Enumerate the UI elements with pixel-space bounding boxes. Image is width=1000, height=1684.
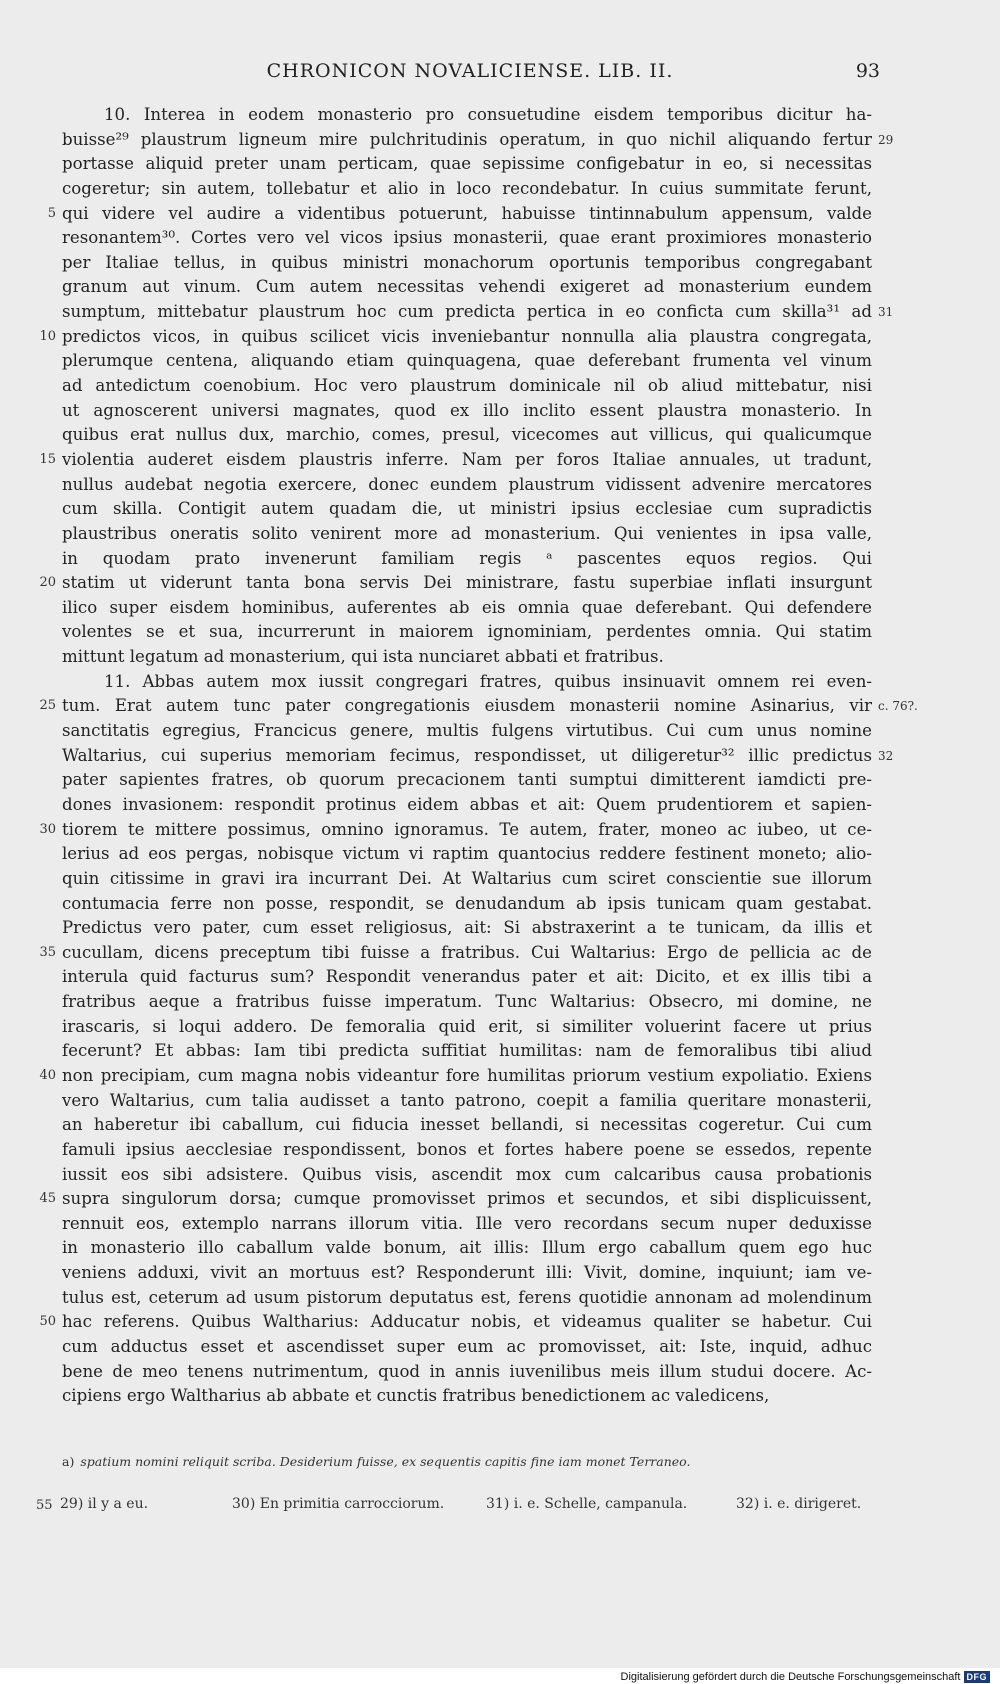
line-text: fecerunt? Et abbas: Iam tibi predicta suffitiat humilitas: nam de femoralibus tibi aliud: [62, 1041, 872, 1061]
line-number: 20: [39, 575, 56, 591]
text-line: [39, 325, 872, 350]
line-text: cucullam, dicens preceptum tibi fuisse a fratribus. Cui Waltarius: Ergo de pellicia ac de: [62, 942, 872, 962]
line-text: Predictus vero pater, cum esset religiosus, ait: Si abstraxerint a te tunicam, da illis et: [62, 918, 872, 938]
text-line: [62, 1113, 872, 1138]
line-text: pater sapientes fratres, ob quorum precacionem tanti sumptui dimitterent iamdicti pre-: [62, 770, 872, 790]
text-line: [62, 620, 872, 645]
text-line: [62, 744, 894, 769]
line-text: tulus est, ceterum ad usum pistorum deputatus est, ferens quotidie annonam ad molendinum: [62, 1287, 872, 1307]
dfg-logo: DFG: [964, 1671, 991, 1683]
line-text: violentia auderet eisdem plaustris inferre. Nam per foros Italiae annuales, ut tradunt,: [62, 449, 872, 469]
line-text: nullus audebat negotia exercere, donec eundem plaustrum vidissent advenire mercatores: [62, 474, 872, 494]
text-line: [39, 1310, 872, 1335]
text-line: [62, 152, 872, 177]
text-line: [62, 423, 872, 448]
line-number: 30: [39, 821, 56, 837]
line-text: lerius ad eos pergas, nobisque victum vi raptim quantocius reddere festinent moneto; alio-: [62, 844, 872, 864]
line-text: contumacia ferre non posse, respondit, se denudandum ab ipsis tunicam quam gestabat.: [62, 893, 872, 913]
line-text: vero Waltarius, cum talia audisset a tanto patrono, coepit a familia queritare monasterii,: [62, 1090, 872, 1110]
page-number: 93: [855, 60, 880, 82]
line-text: ad antedictum coenobium. Hoc vero plaustrum dominicale nil ob aliud mittebatur, nisi: [62, 376, 872, 396]
text-line: [62, 990, 872, 1015]
line-text: statim ut viderunt tanta bona servis Dei ministrare, fastu superbiae inflati insurgunt: [62, 573, 872, 593]
line-number: 5: [47, 205, 56, 221]
line-text: rennuit eos, extemplo narrans illorum vitia. Ille vero recordans secum nuper deduxisse: [62, 1213, 872, 1233]
line-number: 45: [39, 1191, 56, 1207]
line-text: cipiens ergo Waltharius ab abbate et cunctis fratribus benedictionem ac valedicens,: [62, 1386, 770, 1406]
text-line: [39, 571, 872, 596]
explanatory-notes: [36, 1496, 876, 1520]
text-line: [62, 251, 872, 276]
critical-footnote: [62, 1454, 872, 1469]
margin-note: 32: [878, 748, 894, 763]
text-line: [62, 1360, 872, 1385]
line-text: cum adductus esset et ascendisset super eum ac promovisset, ait: Iste, inquid, adhuc: [62, 1337, 872, 1357]
line-text: buisse²⁹ plaustrum ligneum mire pulchritudinis operatum, in quo nichil aliquando fertur: [62, 129, 872, 149]
line-number: 25: [39, 698, 56, 714]
credit-text: Digitalisierung gefördert durch die Deutsche Forschungsgemeinschaft: [620, 1671, 961, 1683]
line-number: 40: [39, 1067, 56, 1083]
note-32: 32) i. e. dirigeret.: [736, 1496, 862, 1512]
line-text: sumptum, mittebatur plaustrum hoc cum predicta pertica in eo conficta cum skilla³¹ ad: [62, 302, 872, 322]
line-text: in quodam prato invenerunt familiam regis ᵃ pascentes equos regios. Qui: [62, 548, 872, 568]
line-text: predictos vicos, in quibus scilicet vicis inveniebantur nonnulla alia plaustra congregata,: [62, 326, 872, 346]
text-line: [62, 374, 872, 399]
line-text: sanctitatis egregius, Francicus genere, multis fulgens virtutibus. Cui cum unus nomine: [62, 721, 872, 741]
text-line: [62, 226, 872, 251]
line-text: plaustribus oneratis solito venirent more ad monasterium. Qui venientes in ipsa valle,: [62, 523, 872, 543]
line-text: irascaris, si loqui addero. De femoralia quid erit, si similiter voluerint facere ut prius: [62, 1016, 872, 1036]
text-line: [62, 547, 872, 572]
line-text: hac referens. Quibus Waltharius: Adducatur nobis, et videamus qualiter se habetur. Cui: [62, 1312, 872, 1332]
dfg-credit: [621, 1670, 990, 1684]
line-text: plerumque centena, aliquando etiam quinquagena, quae deferebant frumenta vel vinum: [62, 351, 872, 371]
text-line: [62, 128, 894, 153]
note-29: 29) il y a eu.: [60, 1496, 149, 1512]
footnote-mark: a): [62, 1454, 75, 1469]
line-text: 11. Abbas autem mox iussit congregari fratres, quibus insinuavit omnem rei even-: [104, 671, 872, 691]
line-text: dones invasionem: respondit protinus eidem abbas et ait: Quem prudentiorem et sapien-: [62, 794, 872, 814]
line-text: portasse aliquid preter unam perticam, quae sepissime configebatur in eo, si necessitas: [62, 154, 872, 174]
text-line: [62, 1335, 872, 1360]
text-line: [62, 842, 872, 867]
text-line: [62, 1138, 872, 1163]
text-line: [62, 596, 872, 621]
line-text: granum aut vinum. Cum autem necessitas vehendi exigeret ad monasterium eundem: [62, 277, 872, 297]
text-line: [62, 892, 872, 917]
text-line: [39, 1064, 872, 1089]
text-line: [62, 1384, 872, 1409]
text-line: [62, 645, 872, 670]
line-text: 10. Interea in eodem monasterio pro consuetudine eisdem temporibus dicitur ha-: [104, 105, 872, 124]
text-line: [62, 1286, 872, 1311]
text-line: [62, 497, 872, 522]
line-text: per Italiae tellus, in quibus ministri monachorum oportunis temporibus congregabant: [62, 252, 872, 272]
text-line: [62, 275, 872, 300]
line-text: tiorem te mittere possimus, omnino ignoramus. Te autem, frater, moneo ac iubeo, ut ce-: [62, 819, 872, 839]
line-number: 35: [39, 944, 56, 960]
line-text: volentes se et sua, incurrerunt in maiorem ignominiam, perdentes omnia. Qui statim: [62, 622, 872, 642]
line-text: tum. Erat autem tunc pater congregationis eiusdem monasterii nomine Asinarius, vir: [62, 696, 872, 716]
notes-line-number: 55: [36, 1498, 53, 1513]
line-text: cum skilla. Contigit autem quadam die, ut ministri ipsius ecclesiae cum supradictis: [62, 499, 872, 519]
line-text: Waltarius, cui superius memoriam fecimus, respondisset, ut diligeretur³² illic predictus: [62, 745, 872, 765]
text-line: [62, 1261, 872, 1286]
text-line: [62, 300, 894, 325]
text-line: [62, 867, 872, 892]
line-text: quin citissime in gravi ira incurrant Dei. At Waltarius cum sciret conscientie sue illorum: [62, 868, 872, 888]
line-text: cogeretur; sin autem, tollebatur et alio in loco recondebatur. In cuius summitate ferunt,: [62, 178, 872, 198]
line-text: interula quid facturus sum? Respondit venerandus pater et ait: Dicito, et ex illis tibi a: [62, 967, 872, 987]
text-line: [39, 694, 918, 719]
line-text: bene de meo tenens nutrimentum, quod in annis iuvenilibus meis illum studui docere. Ac-: [62, 1361, 872, 1381]
line-text: resonantem³⁰. Cortes vero vel vicos ipsius monasterii, quae erant proximiores monasterio: [62, 228, 872, 248]
line-text: an haberetur ibi caballum, cui fiducia inesset bellandi, si necessitas cogeretur. Cui cum: [62, 1115, 872, 1135]
line-text: mittunt legatum ad monasterium, qui ista nunciaret abbati et fratribus.: [62, 647, 664, 667]
line-text: non precipiam, cum magna nobis videantur fore humilitas priorum vestium expoliatio. Exiens: [62, 1065, 872, 1085]
line-number: 15: [39, 451, 56, 467]
line-text: qui videre vel audire a videntibus potuerunt, habuisse tintinnabulum appensum, valde: [62, 203, 872, 223]
line-text: veniens adduxi, vivit an mortuus est? Responderunt illi: Vivit, domine, inquiunt; iam ve-: [62, 1263, 872, 1283]
text-line: [62, 473, 872, 498]
text-line: [62, 1236, 872, 1261]
text-line: [62, 103, 872, 128]
text-line: [62, 1039, 872, 1064]
margin-note: 29: [878, 132, 894, 147]
note-31: 31) i. e. Schelle, campanula.: [486, 1496, 688, 1512]
text-line: [39, 448, 872, 473]
line-text: ilico super eisdem hominibus, auferentes ab eis omnia quae deferebant. Qui defendere: [62, 597, 872, 617]
margin-note: c. 76?.: [878, 699, 918, 714]
line-text: famuli ipsius aecclesiae respondissent, bonos et fortes habere poene se essedos, repente: [62, 1139, 872, 1159]
text-line: [62, 768, 872, 793]
line-number: 10: [39, 328, 56, 344]
text-line: [62, 916, 872, 941]
text-line: [47, 202, 872, 227]
note-30: 30) En primitia carrocciorum.: [232, 1496, 445, 1512]
line-number: 50: [39, 1314, 56, 1330]
text-line: [62, 1089, 872, 1114]
text-line: [62, 1163, 872, 1188]
line-text: ut agnoscerent universi magnates, quod ex illo inclito essent plaustra monasterio. In: [62, 400, 872, 420]
line-text: fratribus aeque a fratribus fuisse imperatum. Tunc Waltarius: Obsecro, mi domine, ne: [62, 992, 872, 1012]
main-text: [39, 103, 918, 1409]
text-line: [62, 965, 872, 990]
text-line: [39, 941, 872, 966]
line-text: in monasterio illo caballum valde bonum, ait illis: Illum ergo caballum quem ego huc: [62, 1238, 872, 1258]
text-line: [62, 719, 872, 744]
text-line: [62, 793, 872, 818]
text-line: [62, 1015, 872, 1040]
text-line: [62, 177, 872, 202]
footnote-text: spatium nomini reliquit scriba. Desiderium fuisse, ex sequentis capitis fine iam monet Terraneo.: [80, 1454, 691, 1469]
line-text: quibus erat nullus dux, marchio, comes, presul, vicecomes aut villicus, qui qualicumque: [62, 425, 872, 445]
text-line: [62, 670, 872, 695]
line-text: supra singulorum dorsa; cumque promovisset primos et secundos, et sibi displicuissent,: [62, 1189, 872, 1209]
margin-note: 31: [878, 305, 894, 320]
text-line: [39, 818, 872, 843]
text-line: [62, 1212, 872, 1237]
text-line: [62, 522, 872, 547]
line-text: iussit eos sibi adsistere. Quibus visis, ascendit mox cum calcaribus causa probationis: [62, 1164, 872, 1184]
text-line: [39, 1187, 872, 1212]
running-title: CHRONICON NOVALICIENSE. LIB. II.: [266, 60, 674, 82]
text-line: [62, 349, 872, 374]
running-header: [60, 60, 880, 88]
text-line: [62, 399, 872, 424]
